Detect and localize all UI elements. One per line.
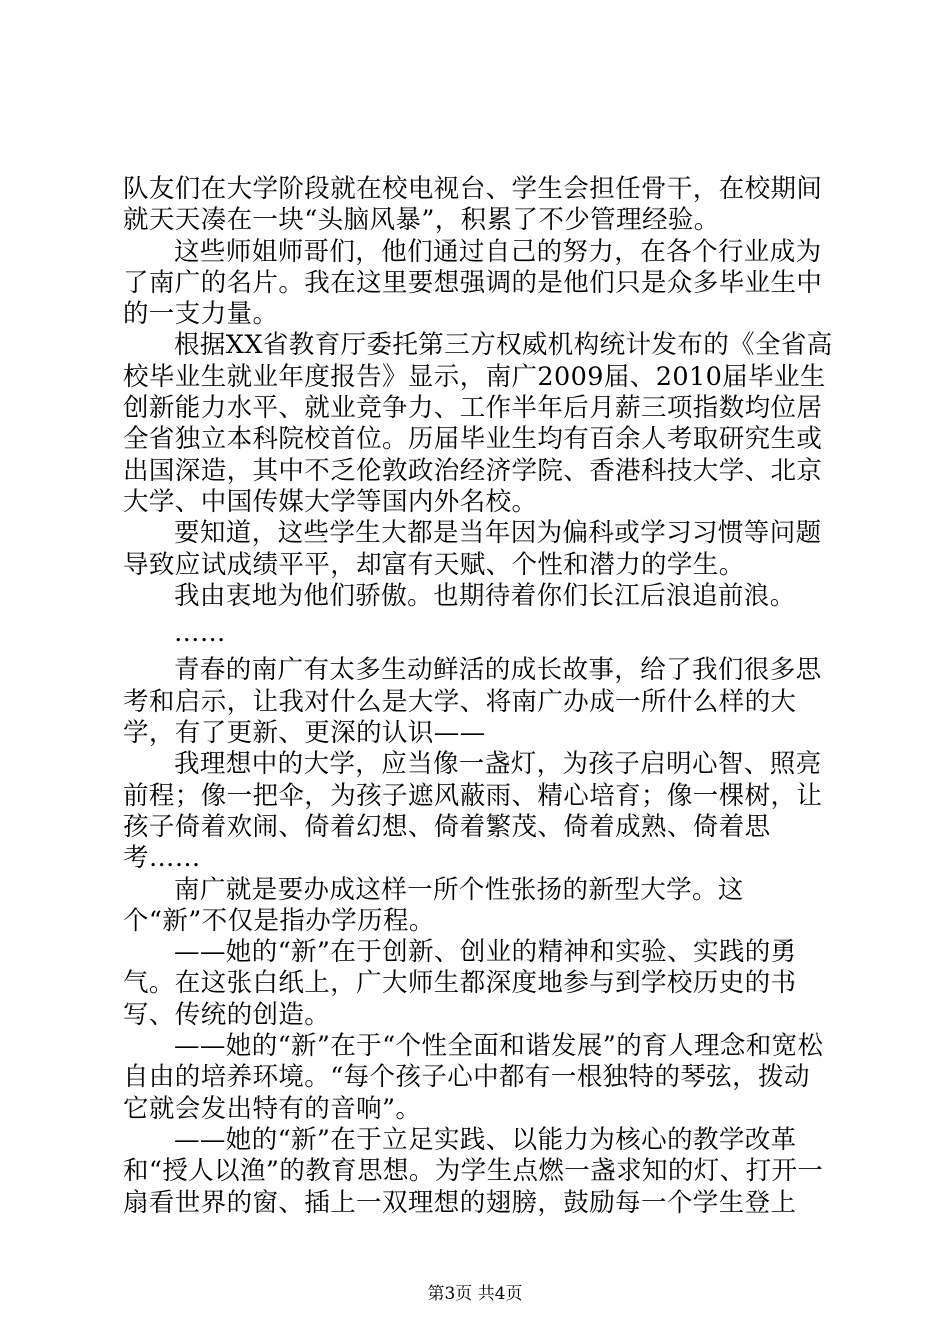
- paragraph-3: 根据XX省教育厅委托第三方权威机构统计发布的《全省高校毕业生就业年度报告》显示，南广2009届、2010届毕业生创新能力水平、就业竞争力、工作半年后月薪三项指数均位居全省独立本科院校首位。历届毕业生均有百余人考取研究生或出国深造，其中不乏伦敦政治经济学院、香港科技大学、北京大学、中国传媒大学等国内外名校。: [123, 330, 833, 517]
- page-number-footer: 第3页 共4页: [427, 1284, 523, 1304]
- paragraph-10: ——她的“新”在于“个性全面和谐发展”的育人理念和宽松自由的培养环境。“每个孩子心中都有一根独特的琴弦，拨动它就会发出特有的音响”。: [123, 1031, 824, 1124]
- paragraph-6: 青春的南广有太多生动鲜活的成长故事，给了我们很多思考和启示，让我对什么是大学、将南广办成一所什么样的大学，有了更新、更深的认识——: [123, 655, 822, 749]
- paragraph-5: 我由衷地为他们骄傲。也期待着你们长江后浪追前浪。: [174, 580, 796, 611]
- paragraph-7: 我理想中的大学，应当像一盏灯，为孩子启明心智、照亮前程；像一把伞，为孩子遮风蔽雨、精心培育；像一棵树，让孩子倚着欢闹、倚着幻想、倚着繁茂、倚着成熟、倚着思考……: [123, 749, 823, 874]
- paragraph-8: 南广就是要办成这样一所个性张扬的新型大学。这个“新”不仅是指办学历程。: [123, 874, 744, 936]
- paragraph-ellipsis: ……: [174, 618, 226, 649]
- paragraph-1: 队友们在大学阶段就在校电视台、学生会担任骨干，在校期间就天天凑在一块“头脑风暴”，积累了不少管理经验。: [123, 174, 823, 236]
- paragraph-2: 这些师姐师哥们，他们通过自己的努力，在各个行业成为了南广的名片。我在这里要想强调的是他们只是众多毕业生中的一支力量。: [123, 236, 823, 330]
- paragraph-11: ——她的“新”在于立足实践、以能力为核心的教学改革和“授人以渔”的教育思想。为学生点燃一盏求知的灯、打开一扇看世界的窗、插上一双理想的翅膀，鼓励每一个学生登上: [123, 1124, 824, 1218]
- document-body: [123, 174, 835, 1219]
- paragraph-4: 要知道，这些学生大都是当年因为偏科或学习习惯等问题导致应试成绩平平，却富有天赋、个性和潜力的学生。: [123, 518, 822, 580]
- paragraph-9: ——她的“新”在于创新、创业的精神和实验、实践的勇气。在这张白纸上，广大师生都深度地参与到学校历史的书写、传统的创造。: [123, 937, 797, 1030]
